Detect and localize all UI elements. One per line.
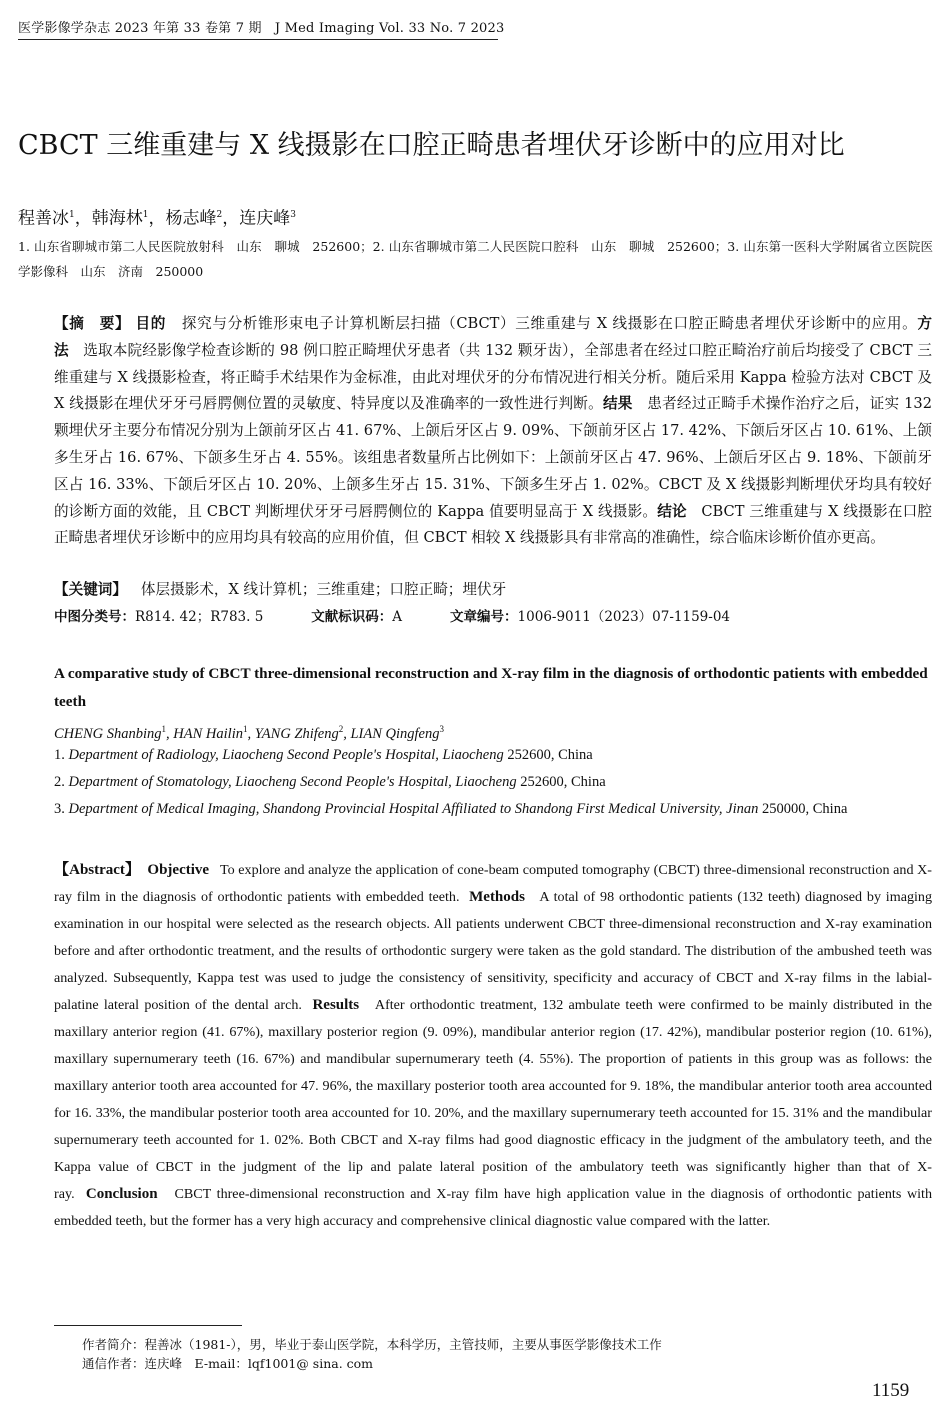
- affiliation-en: [54, 769, 932, 796]
- footnote-rule: [54, 1325, 242, 1326]
- affiliation-en: [54, 742, 932, 769]
- affiliation-number: 3.: [54, 801, 65, 817]
- affiliations-en: [54, 742, 932, 823]
- keywords-cn-value: 体层摄影术，X 线计算机；三维重建；口腔正畸；埋伏牙: [140, 581, 507, 598]
- author-name-en: HAN Hailin: [173, 725, 243, 742]
- conclusion-en-label: Conclusion: [85, 1186, 158, 1202]
- author-separator: ，: [222, 208, 240, 229]
- conclusion-cn-label: 结论: [657, 502, 687, 520]
- author-list: [18, 202, 296, 232]
- running-head: 医学影像学杂志 2023 年第 33 卷第 7 期 J Med Imaging Vol. 33 No. 7 2023: [18, 20, 498, 40]
- author-affil-mark: 3: [439, 724, 444, 734]
- affiliation-dept: Department of Radiology, Liaocheng Second People's Hospital, Liaocheng: [68, 747, 504, 763]
- affiliation-number: 1.: [54, 747, 65, 763]
- objective-cn-label: 目的: [135, 315, 167, 332]
- article-no-value: 1006-9011（2023）07-1159-04: [517, 609, 731, 625]
- affiliations-cn: 1. 山东省聊城市第二人民医院放射科 山东 聊城 252600；2. 山东省聊城市第二人民医院口腔科 山东 聊城 252600；3. 山东第一医科大学附属省立医院医学影像科 山东 济南 250000: [18, 239, 933, 279]
- conclusion-cn-text: CBCT 三维重建与 X 线摄影在口腔正畸患者埋伏牙诊断中的应用均具有较高的应用价值，但 CBCT 相较 X 线摄影具有非常高的准确性，综合临床诊断价值亦更高。: [54, 502, 932, 547]
- author-affil-mark: 3: [290, 210, 296, 220]
- objective-en-label: Objective: [147, 862, 210, 878]
- clc-value: R814. 42；R783. 5: [135, 609, 264, 625]
- conclusion-en-text: CBCT three-dimensional reconstruction and X-ray film have high application value in the diagnosis of orthodontic patients with embedded teeth, but the former has a very high accuracy and comprehensive clinical diagnostic value compared with the latter.: [54, 1186, 932, 1229]
- author-name: 连庆峰: [239, 208, 291, 229]
- affiliation-number: 2.: [54, 774, 65, 790]
- abstract-cn: [54, 311, 932, 552]
- affiliation-postcode: 250000, China: [762, 801, 848, 817]
- author-name: 杨志峰: [165, 208, 217, 229]
- author-affil-mark: 1: [161, 724, 167, 734]
- paper-title: CBCT 三维重建与 X 线摄影在口腔正畸患者埋伏牙诊断中的应用对比: [18, 130, 845, 161]
- keywords-cn: [54, 577, 932, 603]
- objective-cn-text: 探究与分析锥形束电子计算机断层扫描（CBCT）三维重建与 X 线摄影在口腔正畸患者埋伏牙诊断中的应用。: [181, 315, 918, 332]
- results-en-text: After orthodontic treatment, 132 ambulate teeth were confirmed to be mainly distributed in the maxillary anterior region (41. 67%), maxillary posterior region (9. 09%), mandibular anterior region (17. 42%), mandibular posterior region (10. 61%), maxillary supernumerary teeth (16. 67%) and mandibular supernumerary teeth (4. 55%). The proportion of patients in this group was as follows: the maxillary anterior tooth area accounted for 47. 96%, the maxillary posterior tooth area accounted for 9. 18%, the mandibular anterior tooth area accounted for 16. 33%, the mandibular posterior tooth area accounted for 10. 20%, and the maxillary supernumerary teeth accounted for 15. 31% and the mandibular supernumerary teeth accounted for 1. 02%. Both CBCT and X-ray films had good diagnostic efficacy in the judgment of the ambulatory teeth, and the Kappa value of CBCT in the judgment of the lip and palate lateral position of the ambulatory teeth was significantly higher than that of X-ray.: [54, 997, 932, 1202]
- author-name-en: LIAN Qingfeng: [350, 725, 440, 742]
- abstract-en-label: 【Abstract】: [54, 862, 141, 878]
- doc-code-label: 文献标识码：: [311, 609, 393, 625]
- clc-label: 中图分类号：: [54, 609, 135, 625]
- affiliation-dept: Department of Medical Imaging, Shandong Provincial Hospital Affiliated to Shandong First Medical University, Jinan: [68, 801, 759, 817]
- methods-cn-label: 方法: [54, 315, 932, 359]
- author-name: 程善冰: [18, 208, 69, 229]
- author-affil-mark: 1: [242, 724, 248, 734]
- results-cn-label: 结果: [602, 395, 633, 413]
- classification-line: [54, 604, 932, 630]
- affiliation-postcode: 252600, China: [507, 747, 593, 763]
- methods-en-text: A total of 98 orthodontic patients (132 teeth) diagnosed by imaging examination in our hospital were selected as the research objects. All patients underwent CBCT three-dimensional reconstruction and X-ray examination before and after orthodontic treatment, and the results of orthodontic surgery were taken as the gold standard. The distribution of the ambushed teeth was analyzed. Subsequently, Kappa test was used to judge the consistency of sensitivity, specificity and accuracy of CBCT and X-ray films in the labial-palatine lateral position of the dental arch.: [54, 889, 932, 1013]
- results-cn-text: 患者经过正畸手术操作治疗之后，证实 132 颗埋伏牙主要分布情况分别为上颌前牙区占 41. 67%、上颌后牙区占 9. 09%、下颌前牙区占 17. 42%、下颌后牙区占 10. 61%、上颌多生牙占 16. 67%、下颌多生牙占 4. 55%。该组患者数量所占比例如下：上颌前牙区占 47. 96%、上颌后牙区占 9. 18%、下颌前牙区占 16. 33%、下颌后牙区占 10. 20%、上颌多生牙占 15. 31%、下颌多生牙占 1. 02%。CBCT 及 X 线摄影判断埋伏牙均具有较好的诊断方面的效能，且 CBCT 判断埋伏牙牙弓唇腭侧位的 Kappa 值要明显高于 X 线摄影。: [54, 395, 932, 520]
- keywords-cn-label: 【关键词】: [54, 581, 127, 598]
- author-name-en: YANG Zhifeng: [254, 725, 339, 742]
- abstract-cn-label: 【摘 要】: [54, 315, 131, 332]
- article-no-label: 文章编号：: [450, 609, 518, 625]
- title-en: A comparative study of CBCT three-dimensional reconstruction and X-ray film in the diagnosis of orthodontic patients with embedded teeth: [54, 665, 928, 710]
- results-en-label: Results: [312, 997, 360, 1013]
- objective-en-text: To explore and analyze the application of cone-beam computed tomography (CBCT) three-dimensional reconstruction and X-ray film in the diagnosis of orthodontic patients with embedded teeth.: [54, 862, 932, 905]
- author-affil-mark: 1: [69, 210, 75, 220]
- page-number: 1159: [872, 1380, 910, 1401]
- corresponding-author-footnote: 通信作者：连庆峰 E-mail：lqf1001@ sina. com: [82, 1356, 374, 1371]
- author-name: 韩海林: [91, 208, 143, 229]
- author-affil-mark: 2: [338, 724, 344, 734]
- affiliation-dept: Department of Stomatology, Liaocheng Second People's Hospital, Liaocheng: [68, 774, 517, 790]
- methods-en-label: Methods: [469, 889, 525, 905]
- author-separator: ，: [74, 208, 92, 229]
- footnotes: [82, 1335, 942, 1373]
- abstract-en: [54, 857, 932, 1235]
- affiliation-en: [54, 796, 932, 823]
- author-affil-mark: 1: [142, 210, 149, 220]
- author-intro-footnote: 作者简介：程善冰（1981-），男，毕业于泰山医学院，本科学历，主管技师，主要从事医学影像技术工作: [82, 1337, 662, 1352]
- author-list-en: CHENG Shanbing$^1$, HAN Hailin$^1$, YANG Zhifeng$^2$, LIAN Qingfeng$^3$: [54, 724, 444, 742]
- affiliation-postcode: 252600, China: [520, 774, 606, 790]
- author-name-en: CHENG Shanbing: [54, 725, 162, 742]
- doc-code-value: A: [392, 609, 403, 625]
- author-affil-mark: 2: [216, 210, 223, 220]
- methods-cn-text: 选取本院经影像学检查诊断的 98 例口腔正畸埋伏牙患者（共 132 颗牙齿），全部患者在经过口腔正畸治疗前后均接受了 CBCT 三维重建与 X 线摄影检查，将正畸手术结果作为金标准，由此对埋伏牙的分布情况进行相关分析。随后采用 Kappa 检验方法对 CBCT 及 X 线摄影在埋伏牙牙弓唇腭侧位置的灵敏度、特异度以及准确率的一致性进行判断。: [54, 341, 932, 413]
- author-separator: ，: [148, 208, 166, 229]
